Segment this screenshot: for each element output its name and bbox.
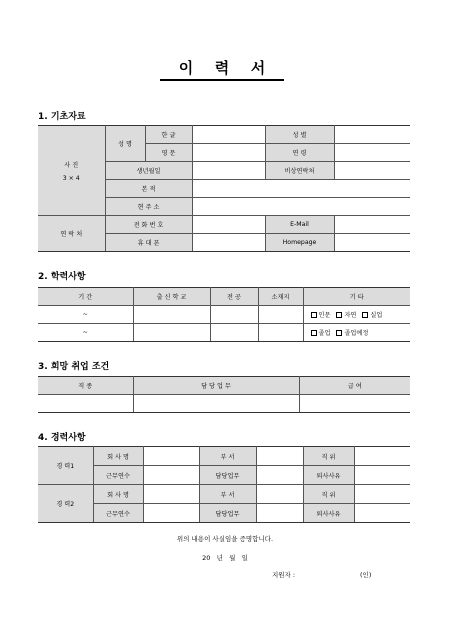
career1-dept-label: 부 서 (199, 447, 256, 466)
edu-header-period: 기 간 (38, 288, 133, 306)
hope-duty-field[interactable] (133, 395, 299, 413)
checkbox-science[interactable] (336, 312, 342, 318)
career2-label: 경 력2 (38, 485, 93, 523)
edu-location-2[interactable] (258, 324, 303, 342)
career1-duty-label: 담당업무 (199, 466, 256, 485)
career2-duty-field[interactable] (256, 504, 303, 523)
career2-reason-label: 퇴사사유 (303, 504, 354, 523)
applicant-label: 지원자 : (272, 571, 296, 579)
edu-school-1[interactable] (133, 306, 210, 324)
edu-school-2[interactable] (133, 324, 210, 342)
edu-major-2[interactable] (210, 324, 258, 342)
career1-period-label: 근무연수 (93, 466, 143, 485)
career2-company-field[interactable] (143, 485, 199, 504)
birth-field[interactable] (192, 162, 265, 180)
hope-header-duty: 담 당 업 무 (133, 377, 299, 395)
seal-mark: (인) (360, 571, 372, 579)
checkbox-humanities[interactable] (311, 312, 317, 318)
title-char-1: 이 (178, 59, 194, 77)
edu-period-2[interactable]: ~ (38, 324, 133, 342)
photo-label: 사 진 (64, 161, 79, 169)
origin-field[interactable] (192, 180, 410, 198)
checkbox-expected[interactable] (336, 330, 342, 336)
option-expected: 졸업예정 (344, 330, 369, 337)
option-graduated: 졸업 (318, 330, 331, 337)
career2-duty-label: 담당업무 (199, 504, 256, 523)
education-table (38, 287, 410, 342)
career1-label: 경 력1 (38, 447, 93, 485)
document-title (160, 57, 284, 81)
career2-company-label: 회 사 명 (93, 485, 143, 504)
english-label: 영 문 (145, 144, 192, 162)
career1-reason-field[interactable] (354, 466, 410, 485)
hope-header-salary: 급 여 (299, 377, 410, 395)
career2-position-field[interactable] (354, 485, 410, 504)
mobile-field[interactable] (192, 234, 265, 252)
career-table (38, 446, 410, 523)
hope-header-job: 직 종 (38, 377, 133, 395)
career1-position-field[interactable] (354, 447, 410, 466)
checkbox-graduated[interactable] (311, 330, 317, 336)
title-char-3: 서 (250, 59, 266, 77)
option-humanities: 인문 (318, 312, 331, 319)
career1-period-field[interactable] (143, 466, 199, 485)
origin-label: 본 적 (105, 180, 192, 198)
gender-field[interactable] (334, 126, 410, 144)
edu-location-1[interactable] (258, 306, 303, 324)
hope-salary-field[interactable] (299, 395, 410, 413)
title-char-2: 력 (214, 59, 230, 77)
career2-dept-field[interactable] (256, 485, 303, 504)
career1-dept-field[interactable] (256, 447, 303, 466)
career2-reason-field[interactable] (354, 504, 410, 523)
emergency-field[interactable] (334, 162, 410, 180)
date-line: 20 년 월 일 (202, 554, 248, 562)
edu-header-major: 전 공 (210, 288, 258, 306)
photo-size: 3 × 4 (62, 174, 80, 182)
section-basic-heading: 1. 기초자료 (38, 112, 86, 122)
birth-label: 생년월일 (105, 162, 192, 180)
email-field[interactable] (334, 216, 410, 234)
contact-label: 연 락 처 (38, 216, 105, 252)
basic-info-table (38, 125, 410, 252)
career1-position-label: 직 위 (303, 447, 354, 466)
edu-major-1[interactable] (210, 306, 258, 324)
name-label: 성 명 (105, 126, 145, 162)
section-education-heading: 2. 학력사항 (38, 272, 86, 282)
hope-table (38, 376, 410, 413)
hope-job-field[interactable] (38, 395, 133, 413)
korean-label: 한 글 (145, 126, 192, 144)
homepage-field[interactable] (334, 234, 410, 252)
phone-field[interactable] (192, 216, 265, 234)
photo-cell (38, 126, 105, 216)
section-hope-heading: 3. 희망 취업 조건 (38, 362, 110, 372)
edu-header-school: 출 신 학 교 (133, 288, 210, 306)
career1-duty-field[interactable] (256, 466, 303, 485)
address-field[interactable] (192, 198, 410, 216)
career2-period-label: 근무연수 (93, 504, 143, 523)
homepage-label: Homepage (265, 234, 334, 252)
option-vocational: 실업 (370, 312, 383, 319)
certification-statement: 위의 내용이 사실임을 증명합니다. (176, 535, 274, 543)
age-label: 연 령 (265, 144, 334, 162)
option-science: 자연 (344, 312, 357, 319)
mobile-label: 휴 대 폰 (105, 234, 192, 252)
edu-period-1[interactable]: ~ (38, 306, 133, 324)
career2-period-field[interactable] (143, 504, 199, 523)
age-field[interactable] (334, 144, 410, 162)
section-career-heading: 4. 경력사항 (38, 433, 86, 443)
edu-other-1 (303, 306, 410, 324)
address-label: 현 주 소 (105, 198, 192, 216)
career2-position-label: 직 위 (303, 485, 354, 504)
email-label: E-Mail (265, 216, 334, 234)
career1-company-field[interactable] (143, 447, 199, 466)
phone-label: 전 화 번 호 (105, 216, 192, 234)
gender-label: 성 별 (265, 126, 334, 144)
english-name-field[interactable] (192, 144, 265, 162)
korean-name-field[interactable] (192, 126, 265, 144)
career1-reason-label: 퇴사사유 (303, 466, 354, 485)
edu-header-other: 기 타 (303, 288, 410, 306)
edu-other-2 (303, 324, 410, 342)
emergency-label: 비상연락처 (265, 162, 334, 180)
edu-header-location: 소재지 (258, 288, 303, 306)
career1-company-label: 회 사 명 (93, 447, 143, 466)
checkbox-vocational[interactable] (362, 312, 368, 318)
career2-dept-label: 부 서 (199, 485, 256, 504)
